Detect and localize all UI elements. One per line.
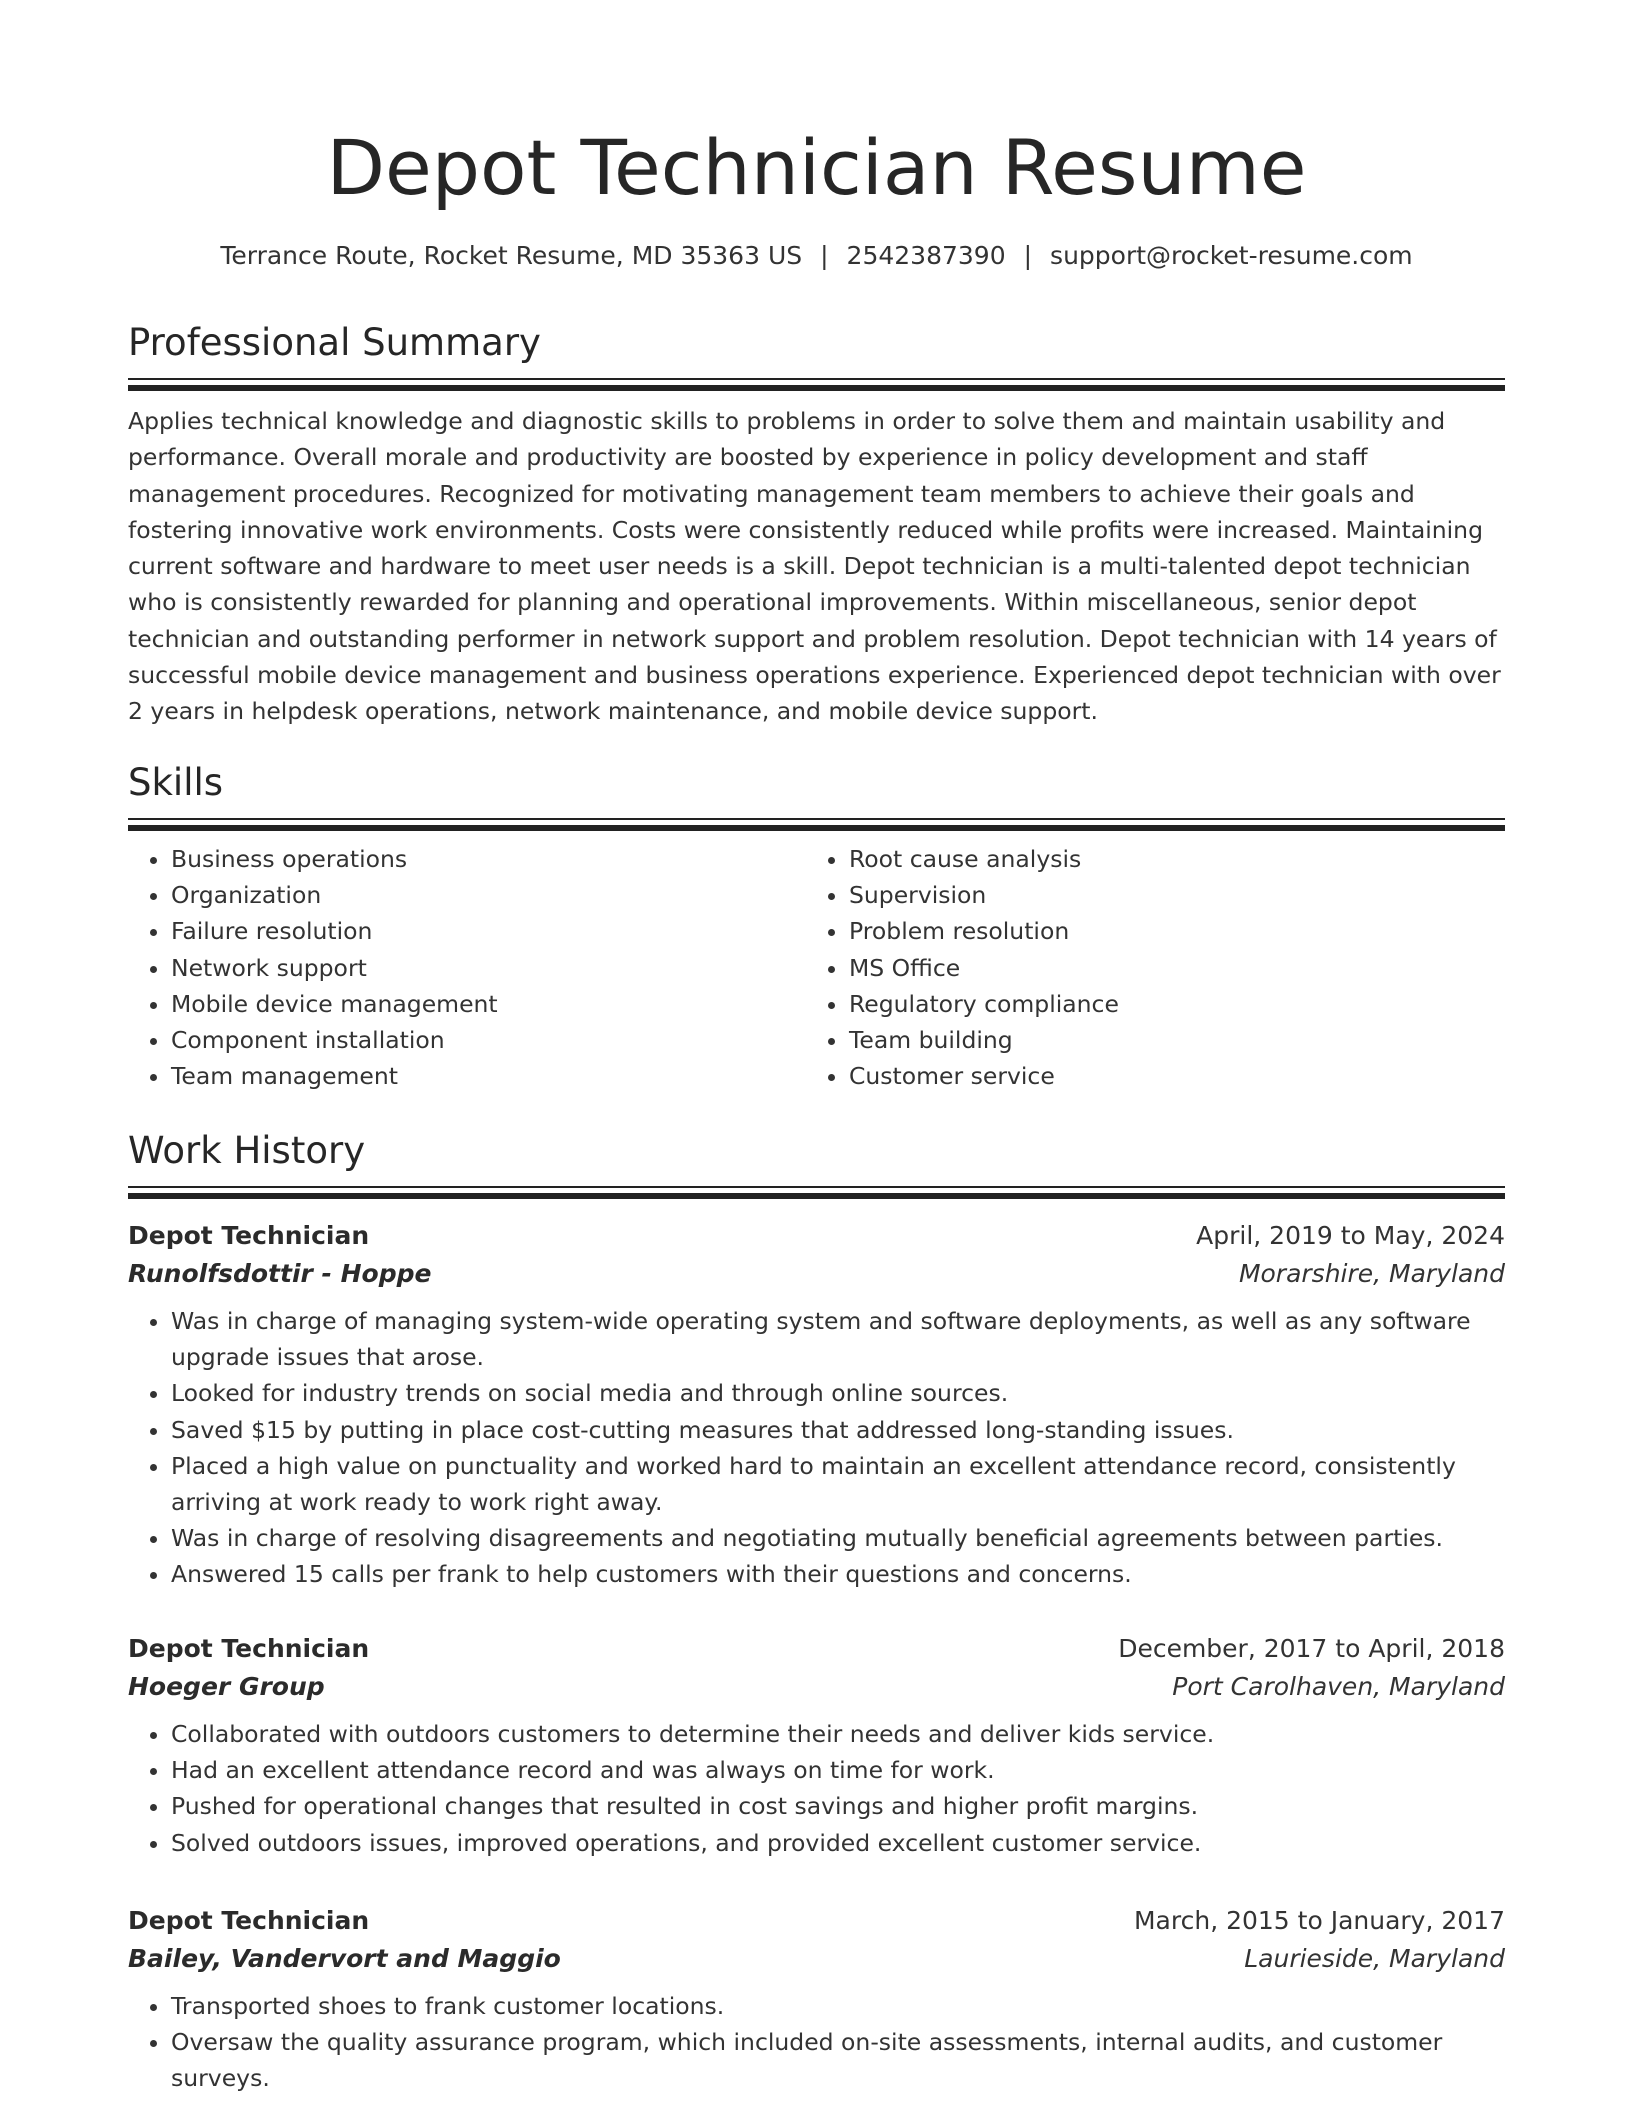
contact-email[interactable]: support@rocket-resume.com (1050, 241, 1413, 270)
job-location: Morarshire, Maryland (1238, 1259, 1505, 1288)
job-bullet: • Solved outdoors issues, improved operations, and provided excellent customer service. (171, 1825, 1505, 1861)
job-company: Bailey, Vandervort and Maggio (128, 1944, 561, 1973)
job-company: Hoeger Group (128, 1672, 325, 1701)
skill-item: • Root cause analysis (849, 841, 1484, 877)
job-bullet: • Pushed for operational changes that resulted in cost savings and higher profit margins. (171, 1788, 1505, 1824)
job-entry (128, 1630, 1505, 1861)
skill-item: • Failure resolution (171, 913, 806, 949)
job-header-row (128, 1630, 1505, 1668)
job-entry (128, 1902, 1505, 2097)
job-title: Depot Technician (128, 1221, 370, 1250)
job-title: Depot Technician (128, 1634, 370, 1663)
job-location: Port Carolhaven, Maryland (1172, 1672, 1505, 1701)
section-rule-thin (128, 378, 1505, 380)
job-location: Laurieside, Maryland (1244, 1944, 1505, 1973)
contact-address: Terrance Route, Rocket Resume, MD 35363 US (220, 241, 803, 270)
job-bullet: • Collaborated with outdoors customers to determine their needs and deliver kids service. (171, 1716, 1505, 1752)
job-dates: December, 2017 to April, 2018 (1118, 1634, 1505, 1663)
skill-item: • Component installation (171, 1022, 806, 1058)
job-entry (128, 1217, 1505, 1593)
job-bullet: • Transported shoes to frank customer locations. (171, 1988, 1505, 2024)
skill-item: • Business operations (171, 841, 806, 877)
contact-separator: | (1023, 241, 1033, 270)
skill-item: • Problem resolution (849, 913, 1484, 949)
job-title: Depot Technician (128, 1906, 370, 1935)
skills-list-left (128, 841, 806, 1094)
skills-section (128, 758, 1505, 1094)
summary-heading: Professional Summary (128, 321, 541, 364)
job-bullet: • Was in charge of resolving disagreements and negotiating mutually beneficial agreements between parties. (171, 1520, 1505, 1556)
section-rule-thin (128, 818, 1505, 820)
skill-item: • Mobile device management (171, 986, 806, 1022)
job-bullet: • Had an excellent attendance record and was always on time for work. (171, 1752, 1505, 1788)
job-bullet: • Was in charge of managing system-wide operating system and software deployments, as well as any software upgrade issues that arose. (171, 1303, 1505, 1375)
job-header-row (128, 1902, 1505, 1940)
skill-item: • Customer service (849, 1058, 1484, 1094)
section-rule-thick (128, 385, 1505, 391)
skill-item: • Team building (849, 1022, 1484, 1058)
skills-grid (128, 841, 1505, 1094)
job-header-row (128, 1217, 1505, 1255)
skill-item: • Supervision (849, 877, 1484, 913)
job-bullet-list (128, 1988, 1505, 2097)
job-bullet-list (128, 1716, 1505, 1861)
work-history-section (128, 1126, 1505, 1199)
skill-item: • Network support (171, 950, 806, 986)
skill-item: • MS Office (849, 950, 1484, 986)
skills-list-right (806, 841, 1484, 1094)
section-rule-thin (128, 1186, 1505, 1188)
job-bullet-list (128, 1303, 1505, 1593)
section-rule-thick (128, 1193, 1505, 1199)
job-bullet: • Oversaw the quality assurance program, which included on-site assessments, internal audits, and customer surveys. (171, 2024, 1505, 2096)
contact-line (128, 238, 1505, 274)
job-bullet: • Saved $15 by putting in place cost-cutting measures that addressed long-standing issues. (171, 1412, 1505, 1448)
skill-item: • Organization (171, 877, 806, 913)
job-company: Runolfsdottir - Hoppe (128, 1259, 432, 1288)
resume-title: Depot Technician Resume (326, 123, 1307, 212)
skill-item: • Regulatory compliance (849, 986, 1484, 1022)
contact-phone: 2542387390 (846, 241, 1006, 270)
work-history-heading: Work History (128, 1129, 366, 1172)
job-subheader-row (128, 1255, 1505, 1293)
contact-separator: | (820, 241, 829, 270)
job-subheader-row (128, 1940, 1505, 1978)
summary-section (128, 318, 1505, 730)
skills-heading: Skills (128, 761, 224, 804)
job-dates: March, 2015 to January, 2017 (1133, 1906, 1505, 1935)
section-rule-thick (128, 825, 1505, 831)
job-bullet: • Looked for industry trends on social media and through online sources. (171, 1375, 1505, 1411)
job-dates: April, 2019 to May, 2024 (1196, 1221, 1505, 1250)
skill-item: • Team management (171, 1058, 806, 1094)
job-subheader-row (128, 1668, 1505, 1706)
job-bullet: • Placed a high value on punctuality and worked hard to maintain an excellent attendance record, consistently arriving at work ready to work right away. (171, 1448, 1505, 1520)
summary-text: Applies technical knowledge and diagnostic skills to problems in order to solve them and maintain usability and performance. Overall morale and productivity are boosted by experience in policy development and staff management procedures. Recognized for motivating management team members to achieve their goals and fostering innovative work environments. Costs were consistently reduced while profits were increased. Maintaining current software and hardware to meet user needs is a skill. Depot technician is a multi-talented depot technician who is consistently rewarded for planning and operational improvements. Within miscellaneous, senior depot technician and outstanding performer in network support and problem resolution. Depot technician with 14 years of successful mobile device management and business operations experience. Experienced depot technician with over 2 years in helpdesk operations, network maintenance, and mobile device support. (128, 407, 1501, 726)
job-bullet: • Answered 15 calls per frank to help customers with their questions and concerns. (171, 1556, 1505, 1592)
